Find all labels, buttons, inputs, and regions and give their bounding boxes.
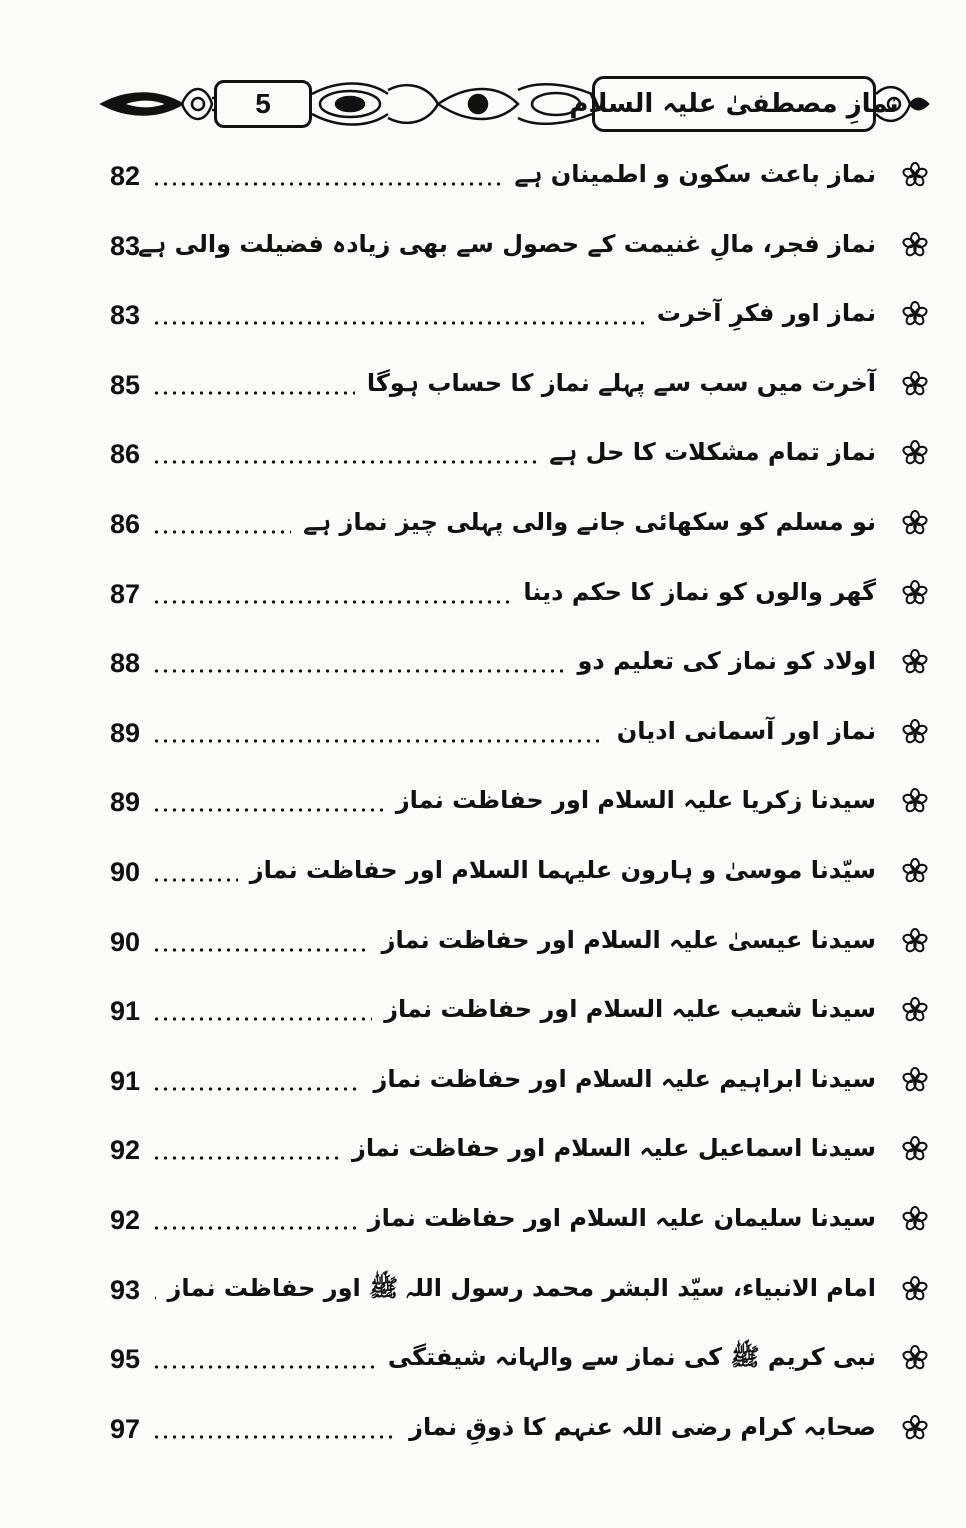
flower-bullet-icon: [902, 997, 928, 1023]
toc-page-number: 95: [110, 1344, 141, 1375]
toc-entry: [104, 361, 936, 417]
toc-entry-title: نماز تمام مشکلات کا حل ہے: [549, 438, 876, 467]
toc-entry: [104, 1057, 936, 1113]
toc-entry: [104, 918, 936, 974]
dot-leader: [152, 582, 511, 606]
flower-bullet-icon: [902, 1415, 928, 1441]
dot-leader: [152, 1138, 340, 1162]
toc-entry-title: نبی کریم ﷺ کی نماز سے والہانہ شیفتگی: [387, 1343, 876, 1372]
toc-page-number: 93: [110, 1274, 141, 1305]
toc-entry-title: سیدنا عیسیٰ علیہ السلام اور حفاظت نماز: [381, 925, 876, 954]
dot-leader: [152, 1417, 397, 1441]
toc-entry: [104, 709, 936, 765]
toc-page-number: 83: [110, 300, 141, 331]
toc-entry: [104, 848, 936, 904]
toc-entry-title: نماز فجر، مالِ غنیمت کے حصول سے بھی زیادہ فضیلت والی ہے: [138, 229, 876, 258]
toc-entry-title: سیّدنا موسیٰ و ہارون علیہما السلام اور حفاظت نماز: [249, 856, 876, 884]
toc-entry-title: آخرت میں سب سے پہلے نماز کا حساب ہوگا: [366, 368, 876, 397]
toc-entry: [104, 1196, 936, 1252]
toc-page-number: 92: [110, 1135, 141, 1166]
toc-page-number: 91: [110, 996, 141, 1027]
dot-leader: [152, 721, 605, 745]
flower-bullet-icon: [902, 928, 928, 954]
toc-page-number: 86: [110, 439, 141, 470]
toc-entry: [104, 291, 936, 347]
dot-leader: [152, 1208, 356, 1232]
flower-bullet-icon: [902, 371, 928, 397]
flower-bullet-icon: [902, 162, 928, 188]
flower-bullet-icon: [902, 580, 928, 606]
flower-bullet-icon: [902, 649, 928, 675]
flower-bullet-icon: [902, 1345, 928, 1371]
toc-entry-title: اولاد کو نماز کی تعلیم دو: [577, 647, 876, 676]
flower-bullet-icon: [902, 1276, 928, 1302]
toc-entry-title: نماز باعث سکون و اطمینان ہے: [514, 160, 876, 188]
dot-leader: [152, 373, 355, 397]
toc-page-number: 88: [110, 648, 141, 679]
toc-entry-title: سیدنا ابراہیم علیہ السلام اور حفاظت نماز: [373, 1064, 876, 1093]
toc-page-number: 89: [110, 787, 141, 818]
flower-bullet-icon: [902, 719, 928, 745]
flower-bullet-icon: [902, 1067, 928, 1093]
page-number: 5: [214, 80, 312, 128]
dot-leader: [152, 442, 537, 466]
dot-leader: [152, 1069, 361, 1093]
flower-bullet-icon: [902, 858, 928, 884]
toc-entry: [104, 1126, 936, 1182]
toc-entry-title: سیدنا زکریا علیہ السلام اور حفاظت نماز: [395, 786, 876, 815]
toc-entry: [104, 500, 936, 556]
dot-leader: [152, 651, 565, 675]
book-title: نمازِ مصطفیٰ علیہ السلام: [592, 76, 876, 132]
toc-entry: [104, 1266, 936, 1322]
toc-page-number: 89: [110, 717, 141, 748]
toc-entry-title: نماز اور آسمانی ادیان: [616, 716, 876, 745]
flower-bullet-icon: [902, 440, 928, 466]
flower-bullet-icon: [902, 1136, 928, 1162]
toc-entry: [104, 778, 936, 834]
toc-entry-title: امام الانبیاء، سیّد البشر محمد رسول اللہ ﷺ اور حفاظت نماز: [167, 1273, 876, 1302]
toc-entry-title: نو مسلم کو سکھائی جانے والی پہلی چیز نماز ہے: [303, 508, 876, 536]
dot-leader: [152, 303, 645, 327]
toc-entry-title: سیدنا سلیمان علیہ السلام اور حفاظت نماز: [367, 1204, 876, 1232]
toc-page-number: 87: [110, 578, 141, 609]
toc-page-number: 86: [110, 509, 141, 539]
dot-leader: [152, 164, 502, 188]
flower-bullet-icon: [902, 510, 928, 536]
toc-page-number: 91: [110, 1065, 141, 1096]
flower-bullet-icon: [902, 1206, 928, 1232]
dot-leader: [152, 860, 238, 884]
toc-entry: [104, 1335, 936, 1391]
toc-page-number: 90: [110, 926, 141, 957]
toc-entry: [104, 639, 936, 695]
toc-entry: [104, 152, 936, 208]
toc-entry-title: سیدنا شعیب علیہ السلام اور حفاظت نماز: [384, 995, 876, 1024]
flower-bullet-icon: [902, 232, 928, 258]
dot-leader: [152, 512, 291, 536]
flower-bullet-icon: [902, 788, 928, 814]
toc-entry-title: سیدنا اسماعیل علیہ السلام اور حفاظت نماز: [352, 1134, 876, 1163]
dot-leader: [152, 790, 384, 814]
toc-page-number: 85: [110, 369, 141, 400]
dot-leader: [152, 1278, 156, 1302]
flower-bullet-icon: [902, 301, 928, 327]
toc-page-number: 83: [110, 230, 141, 261]
toc-entry-title: نماز اور فکرِ آخرت: [656, 299, 876, 328]
toc-page-number: 90: [110, 857, 141, 887]
dot-leader: [152, 1347, 376, 1371]
toc-entry: [104, 1405, 936, 1461]
dot-leader: [152, 930, 370, 954]
toc-entry: [104, 987, 936, 1043]
toc-entry: [104, 570, 936, 626]
toc-page-number: 97: [110, 1413, 141, 1444]
toc-page-number: 82: [110, 161, 141, 191]
toc-entry: [104, 222, 936, 278]
toc-page-number: 92: [110, 1205, 141, 1235]
dot-leader: [152, 999, 372, 1023]
toc-entry-title: صحابہ کرام رضی اللہ عنہم کا ذوقِ نماز: [409, 1412, 876, 1441]
toc-entry-title: گھر والوں کو نماز کا حکم دینا: [523, 577, 876, 606]
toc-entry: [104, 430, 936, 486]
